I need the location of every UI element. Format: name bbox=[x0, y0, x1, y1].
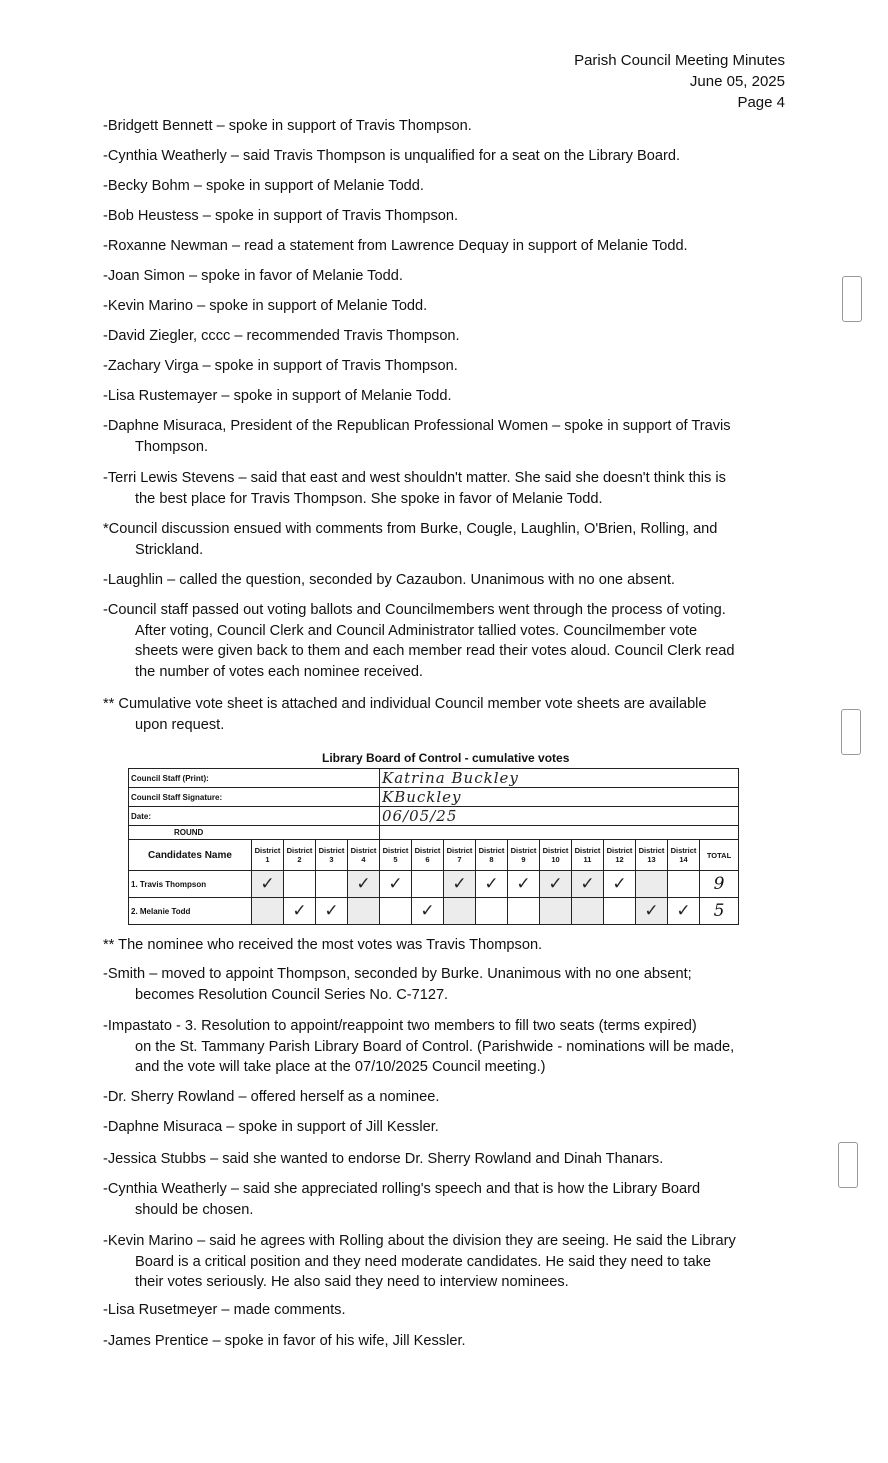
paragraph-line: -James Prentice – spoke in favor of his wife, Jill Kessler. bbox=[103, 1333, 466, 1349]
minutes-paragraph bbox=[103, 694, 785, 735]
vote-cell bbox=[444, 871, 476, 898]
vote-cell bbox=[508, 898, 540, 925]
paragraph-line: -Roxanne Newman – read a statement from Lawrence Dequay in support of Melanie Todd. bbox=[103, 238, 688, 254]
paragraph-line: should be chosen. bbox=[135, 1201, 254, 1218]
paragraph-line: -Laughlin – called the question, seconded by Cazaubon. Unanimous with no one absent. bbox=[103, 572, 675, 588]
candidates-name-header: Candidates Name bbox=[129, 840, 252, 871]
paragraph-line: -Council staff passed out voting ballots and Councilmembers went through the process of voting. bbox=[103, 602, 726, 618]
minutes-paragraph bbox=[103, 600, 785, 682]
minutes-paragraph bbox=[103, 1016, 785, 1078]
minutes-paragraph bbox=[103, 326, 785, 347]
district-word: District bbox=[350, 846, 377, 855]
paragraph-line: -Jessica Stubbs – said she wanted to endorse Dr. Sherry Rowland and Dinah Thanars. bbox=[103, 1151, 664, 1167]
minutes-paragraph bbox=[103, 1231, 785, 1293]
paragraph-line: -Kevin Marino – said he agrees with Rolling about the division they are seeing. He said the Library bbox=[103, 1233, 736, 1249]
district-word: District bbox=[670, 846, 697, 855]
date-row bbox=[129, 807, 739, 826]
cumulative-vote-table bbox=[128, 768, 739, 925]
paragraph-line: -Bridgett Bennett – spoke in support of Travis Thompson. bbox=[103, 118, 472, 134]
vote-cell bbox=[252, 898, 284, 925]
district-number: 1 bbox=[265, 855, 270, 864]
district-header-11 bbox=[572, 840, 604, 871]
check-mark: ✓ bbox=[484, 874, 499, 894]
vote-total: 9 bbox=[700, 871, 739, 898]
scan-marker bbox=[838, 1142, 858, 1188]
district-header-12 bbox=[604, 840, 636, 871]
district-header-8 bbox=[476, 840, 508, 871]
district-number: 12 bbox=[615, 855, 624, 864]
total-header: TOTAL bbox=[700, 840, 739, 871]
paragraph-line: Thompson. bbox=[135, 438, 209, 455]
check-mark: ✓ bbox=[324, 901, 339, 921]
district-word: District bbox=[542, 846, 569, 855]
district-header-5 bbox=[380, 840, 412, 871]
vote-cell bbox=[636, 871, 668, 898]
district-number: 5 bbox=[393, 855, 398, 864]
minutes-paragraph bbox=[103, 1117, 785, 1138]
paragraph-line: becomes Resolution Council Series No. C-7127. bbox=[135, 986, 449, 1003]
check-mark: ✓ bbox=[388, 874, 403, 894]
district-number: 10 bbox=[551, 855, 560, 864]
check-mark: ✓ bbox=[644, 901, 659, 921]
district-number: 11 bbox=[583, 855, 592, 864]
round-value bbox=[380, 826, 739, 840]
district-number: 4 bbox=[361, 855, 366, 864]
paragraph-line: -Kevin Marino – spoke in support of Melanie Todd. bbox=[103, 298, 428, 314]
district-word: District bbox=[574, 846, 601, 855]
paragraph-line: upon request. bbox=[135, 716, 225, 733]
staff-print-label: Council Staff (Print): bbox=[129, 769, 380, 788]
paragraph-line: Strickland. bbox=[135, 541, 204, 558]
check-mark: ✓ bbox=[580, 874, 595, 894]
check-mark: ✓ bbox=[548, 874, 563, 894]
check-mark: ✓ bbox=[356, 874, 371, 894]
minutes-paragraph bbox=[103, 1300, 785, 1321]
vote-cell bbox=[316, 898, 348, 925]
candidate-row bbox=[129, 871, 739, 898]
vote-cell bbox=[572, 898, 604, 925]
paragraph-line: -Lisa Rusetmeyer – made comments. bbox=[103, 1302, 346, 1318]
minutes-paragraph bbox=[103, 1149, 785, 1170]
district-word: District bbox=[638, 846, 665, 855]
vote-cell bbox=[508, 871, 540, 898]
minutes-paragraph bbox=[103, 1179, 785, 1220]
district-header-14 bbox=[668, 840, 700, 871]
district-header-7 bbox=[444, 840, 476, 871]
paragraph-line: *Council discussion ensued with comments from Burke, Cougle, Laughlin, O'Brien, Rolling, and bbox=[103, 521, 718, 537]
district-word: District bbox=[286, 846, 313, 855]
vote-cell bbox=[636, 898, 668, 925]
check-mark: ✓ bbox=[676, 901, 691, 921]
paragraph-line: -Daphne Misuraca – spoke in support of Jill Kessler. bbox=[103, 1119, 439, 1135]
district-header-3 bbox=[316, 840, 348, 871]
paragraph-line: -Dr. Sherry Rowland – offered herself as a nominee. bbox=[103, 1089, 440, 1105]
paragraph-line: ** The nominee who received the most votes was Travis Thompson. bbox=[103, 937, 543, 953]
vote-cell bbox=[572, 871, 604, 898]
vote-cell bbox=[348, 898, 380, 925]
check-mark: ✓ bbox=[516, 874, 531, 894]
page-number: Page 4 bbox=[737, 94, 785, 111]
date-value: 06/05/25 bbox=[380, 807, 739, 826]
district-number: 2 bbox=[297, 855, 302, 864]
minutes-paragraph bbox=[103, 206, 785, 227]
paragraph-line: -Cynthia Weatherly – said Travis Thompson is unqualified for a seat on the Library Board. bbox=[103, 148, 681, 164]
district-number: 8 bbox=[489, 855, 494, 864]
district-number: 7 bbox=[457, 855, 462, 864]
district-header-10 bbox=[540, 840, 572, 871]
minutes-paragraph bbox=[103, 296, 785, 317]
vote-cell bbox=[540, 871, 572, 898]
vote-cell bbox=[476, 871, 508, 898]
paragraph-line: and the vote will take place at the 07/10/2025 Council meeting.) bbox=[135, 1059, 546, 1075]
minutes-paragraph bbox=[103, 386, 785, 407]
vote-table-title: Library Board of Control - cumulative votes bbox=[322, 751, 570, 765]
district-number: 9 bbox=[521, 855, 526, 864]
scan-marker bbox=[842, 276, 862, 322]
paragraph-line: -Daphne Misuraca, President of the Republican Professional Women – spoke in support of Travis bbox=[103, 418, 731, 434]
paragraph-line: -Zachary Virga – spoke in support of Travis Thompson. bbox=[103, 358, 458, 374]
vote-cell bbox=[380, 871, 412, 898]
paragraph-line: sheets were given back to them and each member read their votes aloud. Council Clerk read bbox=[135, 643, 735, 659]
district-number: 6 bbox=[425, 855, 430, 864]
minutes-paragraph bbox=[103, 519, 785, 560]
minutes-paragraph bbox=[103, 146, 785, 167]
minutes-paragraph bbox=[103, 935, 785, 956]
minutes-paragraph bbox=[103, 416, 785, 457]
paragraph-line: ** Cumulative vote sheet is attached and individual Council member vote sheets are available bbox=[103, 696, 707, 712]
check-mark: ✓ bbox=[292, 901, 307, 921]
staff-print-row bbox=[129, 769, 739, 788]
paragraph-line: After voting, Council Clerk and Council Administrator tallied votes. Councilmember vote bbox=[135, 622, 698, 639]
district-header-1 bbox=[252, 840, 284, 871]
paragraph-line: -Smith – moved to appoint Thompson, seconded by Burke. Unanimous with no one absent; bbox=[103, 966, 692, 982]
document-date: June 05, 2025 bbox=[689, 73, 785, 90]
candidate-row bbox=[129, 898, 739, 925]
paragraph-line: the best place for Travis Thompson. She spoke in favor of Melanie Todd. bbox=[135, 490, 603, 507]
page-header bbox=[574, 50, 785, 113]
paragraph-line: -David Ziegler, cccc – recommended Travis Thompson. bbox=[103, 328, 460, 344]
vote-cell bbox=[476, 898, 508, 925]
paragraph-line: -Lisa Rustemayer – spoke in support of Melanie Todd. bbox=[103, 388, 452, 404]
paragraph-line: on the St. Tammany Parish Library Board of Control. (Parishwide - nominations will be made, bbox=[135, 1038, 735, 1055]
district-word: District bbox=[446, 846, 473, 855]
district-header-2 bbox=[284, 840, 316, 871]
staff-signature-label: Council Staff Signature: bbox=[129, 788, 380, 807]
district-word: District bbox=[606, 846, 633, 855]
vote-cell bbox=[380, 898, 412, 925]
vote-cell bbox=[412, 898, 444, 925]
minutes-paragraph bbox=[103, 176, 785, 197]
district-word: District bbox=[382, 846, 409, 855]
vote-cell bbox=[668, 898, 700, 925]
date-label: Date: bbox=[129, 807, 380, 826]
vote-cell bbox=[348, 871, 380, 898]
paragraph-line: Board is a critical position and they need moderate candidates. He said they need to take bbox=[135, 1253, 711, 1270]
minutes-paragraph bbox=[103, 570, 785, 591]
vote-cell bbox=[540, 898, 572, 925]
scan-marker bbox=[841, 709, 861, 755]
district-number: 3 bbox=[329, 855, 334, 864]
district-header-4 bbox=[348, 840, 380, 871]
paragraph-line: the number of votes each nominee received. bbox=[135, 663, 423, 680]
vote-cell bbox=[444, 898, 476, 925]
minutes-paragraph bbox=[103, 1087, 785, 1108]
district-header-6 bbox=[412, 840, 444, 871]
minutes-paragraph bbox=[103, 236, 785, 257]
vote-cell bbox=[316, 871, 348, 898]
district-number: 13 bbox=[647, 855, 656, 864]
minutes-paragraph bbox=[103, 356, 785, 377]
minutes-paragraph bbox=[103, 266, 785, 287]
check-mark: ✓ bbox=[612, 874, 627, 894]
check-mark: ✓ bbox=[420, 901, 435, 921]
document-title: Parish Council Meeting Minutes bbox=[574, 52, 785, 69]
paragraph-line: -Bob Heustess – spoke in support of Travis Thompson. bbox=[103, 208, 459, 224]
staff-print-value: Katrina Buckley bbox=[380, 769, 739, 788]
vote-cell bbox=[412, 871, 444, 898]
round-row bbox=[129, 826, 739, 840]
vote-total: 5 bbox=[700, 898, 739, 925]
vote-cell bbox=[668, 871, 700, 898]
minutes-paragraph bbox=[103, 964, 785, 1005]
district-word: District bbox=[478, 846, 505, 855]
district-word: District bbox=[414, 846, 441, 855]
check-mark: ✓ bbox=[260, 874, 275, 894]
paragraph-line: -Joan Simon – spoke in favor of Melanie Todd. bbox=[103, 268, 403, 284]
candidate-name: 1. Travis Thompson bbox=[129, 871, 252, 898]
check-mark: ✓ bbox=[452, 874, 467, 894]
district-word: District bbox=[510, 846, 537, 855]
vote-cell bbox=[604, 898, 636, 925]
round-label: ROUND bbox=[129, 826, 380, 840]
district-number: 14 bbox=[679, 855, 688, 864]
district-word: District bbox=[254, 846, 281, 855]
minutes-paragraph bbox=[103, 468, 785, 509]
vote-cell bbox=[284, 871, 316, 898]
minutes-paragraph bbox=[103, 116, 785, 137]
paragraph-line: -Terri Lewis Stevens – said that east and west shouldn't matter. She said she doesn't think this is bbox=[103, 470, 726, 486]
vote-cell bbox=[252, 871, 284, 898]
district-header-row bbox=[129, 840, 739, 871]
candidate-name: 2. Melanie Todd bbox=[129, 898, 252, 925]
minutes-paragraph bbox=[103, 1331, 785, 1352]
paragraph-line: -Impastato - 3. Resolution to appoint/reappoint two members to fill two seats (terms expired) bbox=[103, 1018, 697, 1034]
district-header-9 bbox=[508, 840, 540, 871]
paragraph-line: -Becky Bohm – spoke in support of Melanie Todd. bbox=[103, 178, 424, 194]
district-word: District bbox=[318, 846, 345, 855]
paragraph-line: -Cynthia Weatherly – said she appreciated rolling's speech and that is how the Library Board bbox=[103, 1181, 701, 1197]
district-header-13 bbox=[636, 840, 668, 871]
vote-cell bbox=[604, 871, 636, 898]
paragraph-line: their votes seriously. He also said they need to interview nominees. bbox=[135, 1274, 569, 1290]
staff-signature: KBuckley bbox=[380, 788, 739, 807]
staff-signature-row bbox=[129, 788, 739, 807]
vote-cell bbox=[284, 898, 316, 925]
